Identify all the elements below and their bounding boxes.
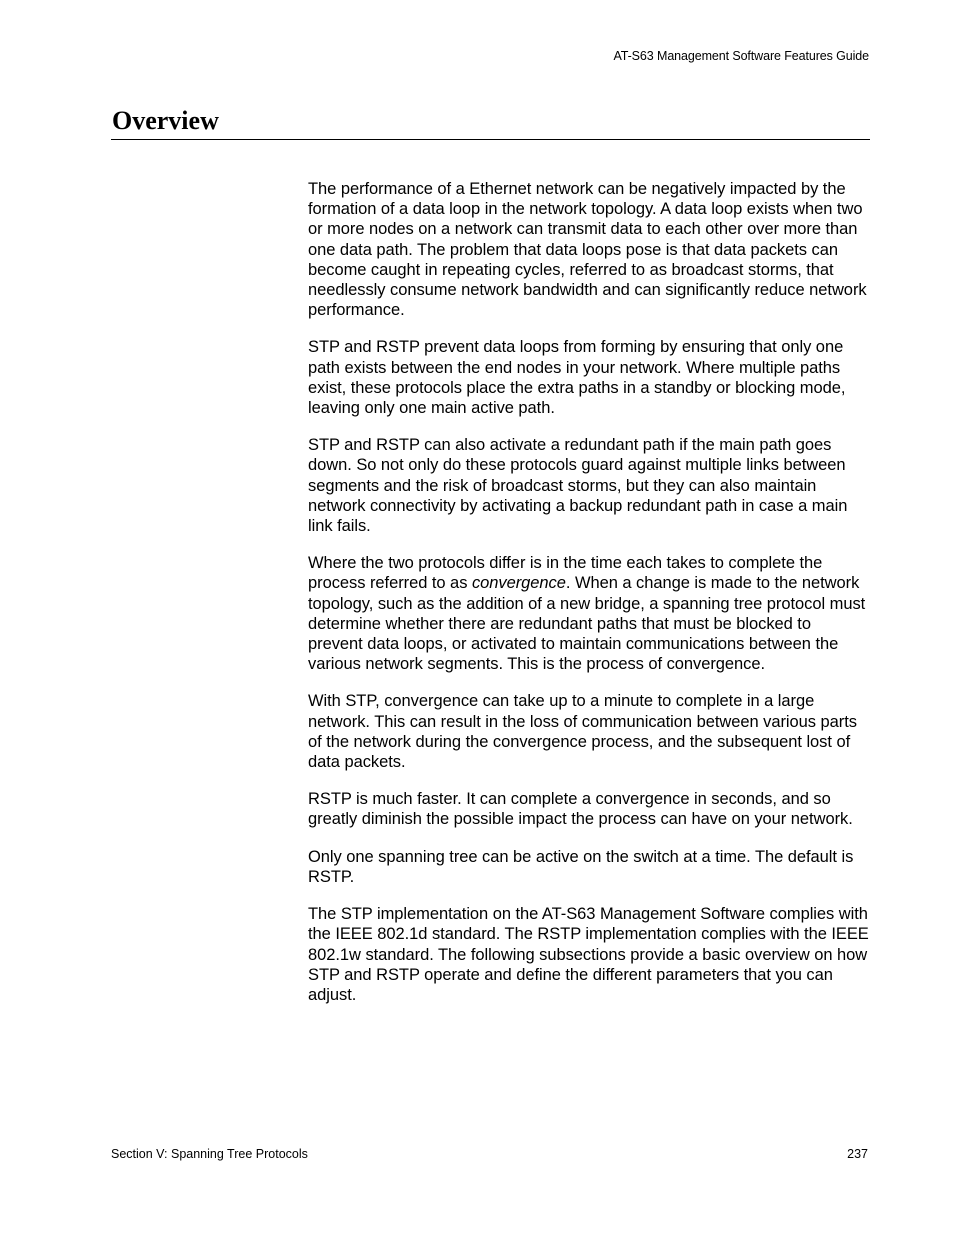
body-text [308,179,870,1022]
running-header: AT-S63 Management Software Features Guide [613,49,869,63]
paragraph-stp-convergence: With STP, convergence can take up to a minute to complete in a large network. This can result in the loss of communication between various parts of the network during the convergence process, and the subsequent lost of data packets. [308,692,857,772]
title-rule [111,139,870,140]
page-number: 237 [847,1147,868,1161]
paragraph-data-loops: The performance of a Ethernet network can be negatively impacted by the formation of a data loop in the network topology. A data loop exists when two or more nodes on a network can transmit data to each other over more than one data path. The problem that data loops pose is that data packets can become caught in repeating cycles, referred to as broadcast storms, that needlessly consume network bandwidth and can significantly reduce network performance. [308,180,867,320]
section-title: Overview [112,106,219,135]
convergence-text-before: Where the two protocols differ is in the time each takes to complete the process referred to as [308,554,823,593]
paragraph-redundant-path: STP and RSTP can also activate a redundant path if the main path goes down. So not only do these protocols guard against multiple links between segments and the risk of broadcast storms, but they can also maintain network connectivity by activating a backup redundant path in case a main link fails. [308,436,848,536]
footer-section-label: Section V: Spanning Tree Protocols [111,1147,308,1161]
paragraph-rstp-speed: RSTP is much faster. It can complete a convergence in seconds, and so greatly diminish the possible impact the process can have on your network. [308,790,853,829]
paragraph-standards: The STP implementation on the AT-S63 Management Software complies with the IEEE 802.1d standard. The RSTP implementation complies with the IEEE 802.1w standard. The following subsections provide a basic overview on how STP and RSTP operate and define the different parameters that you can adjust. [308,905,869,1004]
convergence-term: convergence [471,574,566,593]
paragraph-prevent-loops: STP and RSTP prevent data loops from forming by ensuring that only one path exists between the end nodes in your network. Where multiple paths exist, these protocols place the extra paths in a standby or blocking mode, leaving only one main active path. [308,338,846,418]
paragraph-convergence [308,553,870,674]
paragraph-default: Only one spanning tree can be active on the switch at a time. The default is RSTP. [308,847,854,886]
convergence-text-after: . When a change is made to the network topology, such as the addition of a new bridge, a spanning tree protocol must determine whether there are redundant paths that must be blocked to prevent data loops, or activated to maintain communications between the various network segments. This is the process of convergence. [308,574,866,674]
